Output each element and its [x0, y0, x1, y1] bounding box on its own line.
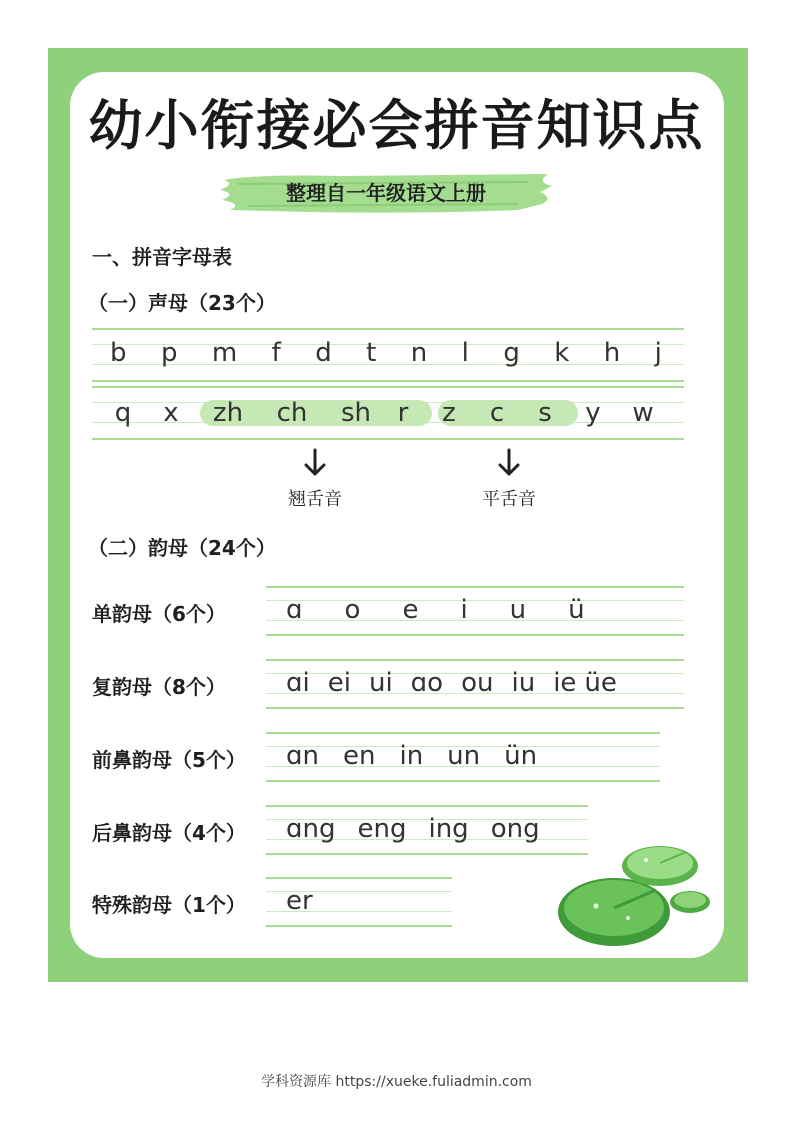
final-item: iu: [511, 668, 536, 698]
initial-letter: zh: [212, 398, 244, 428]
finals-group-label: 单韵母（6个）: [92, 602, 226, 626]
final-item: i: [460, 595, 468, 625]
initial-letter: x: [163, 398, 179, 428]
initial-letter: w: [632, 398, 654, 428]
finals-group-label: 特殊韵母（1个）: [92, 893, 246, 917]
finals-group-label: 前鼻韵母（5个）: [92, 748, 246, 772]
final-item: ui: [368, 668, 393, 698]
initial-letter: p: [160, 338, 178, 368]
initial-letter: r: [397, 398, 409, 428]
down-arrow-icon: [303, 448, 327, 478]
finals-row: [286, 886, 313, 916]
final-item: ou: [461, 668, 494, 698]
initial-letter: s: [538, 398, 552, 428]
initials-heading: （一）声母（23个）: [88, 291, 276, 315]
initials-row-1: [110, 338, 662, 368]
page-title: 幼小衔接必会拼音知识点: [88, 94, 705, 157]
subtitle: 整理自一年级语文上册: [286, 181, 486, 205]
final-item: ɑ: [286, 595, 303, 625]
final-item: en: [342, 741, 376, 771]
section-heading: 一、拼音字母表: [92, 245, 232, 269]
initial-letter: k: [554, 338, 570, 368]
initial-letter: d: [315, 338, 332, 368]
initial-letter: c: [489, 398, 505, 428]
finals-row: [286, 668, 617, 698]
initial-letter: t: [366, 338, 377, 368]
initial-letter: l: [461, 338, 469, 368]
final-item: er: [286, 886, 313, 916]
initial-letter: f: [271, 338, 281, 368]
down-arrow-icon: [497, 448, 521, 478]
final-item: ɑi: [286, 668, 310, 698]
final-item: u: [509, 595, 527, 625]
footer-source: 学科资源库 https://xueke.fuliadmin.com: [261, 1074, 532, 1090]
initial-letter: sh: [340, 398, 372, 428]
final-item: üe: [584, 668, 617, 698]
final-item: ie: [553, 668, 577, 698]
final-item: eng: [357, 814, 407, 844]
final-item: ün: [504, 741, 538, 771]
final-item: in: [399, 741, 424, 771]
final-item: ü: [568, 595, 585, 625]
initial-letter: n: [410, 338, 428, 368]
initial-letter: b: [110, 338, 127, 368]
initial-letter: z: [442, 398, 456, 428]
initial-letter: j: [654, 338, 662, 368]
finals-group-label: 复韵母（8个）: [92, 675, 226, 699]
finals-row: [286, 741, 537, 771]
initial-letter: ch: [276, 398, 308, 428]
final-item: o: [344, 595, 361, 625]
flat-tongue-label: 平舌音: [482, 489, 536, 510]
initial-letter: q: [114, 398, 132, 428]
retroflex-label: 翘舌音: [288, 489, 342, 510]
final-item: ɑo: [410, 668, 444, 698]
initial-letter: y: [585, 398, 601, 428]
final-item: ing: [428, 814, 469, 844]
finals-group-label: 后鼻韵母（4个）: [92, 821, 246, 845]
initial-letter: h: [603, 338, 621, 368]
initial-letter: m: [211, 338, 238, 368]
lily-pad-illustration: [556, 840, 716, 950]
finals-heading: （二）韵母（24个）: [88, 536, 276, 560]
initials-row-2: [110, 398, 672, 428]
final-item: un: [447, 741, 481, 771]
final-item: e: [402, 595, 419, 625]
final-item: ei: [327, 668, 351, 698]
final-item: ɑn: [286, 741, 319, 771]
finals-row: [286, 595, 585, 625]
final-item: ɑng: [286, 814, 336, 844]
finals-row: [286, 814, 540, 844]
final-item: ong: [490, 814, 540, 844]
initial-letter: g: [503, 338, 520, 368]
